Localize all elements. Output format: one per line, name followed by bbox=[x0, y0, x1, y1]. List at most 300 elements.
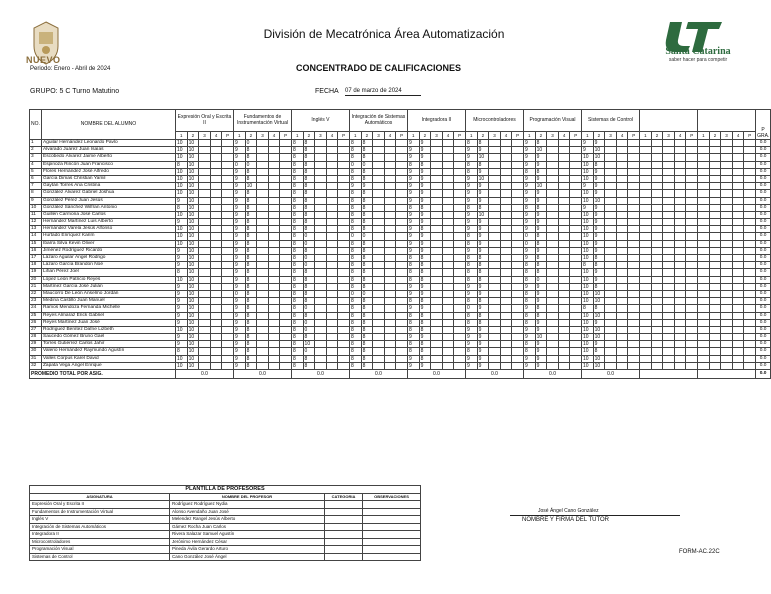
grade-cell: 9 bbox=[524, 334, 536, 341]
grade-cell bbox=[326, 326, 338, 333]
observaciones-cell bbox=[363, 523, 421, 531]
grade-cell bbox=[489, 341, 501, 348]
grade-cell: 9 bbox=[524, 326, 536, 333]
grade-cell: 10 bbox=[187, 355, 199, 362]
grade-cell: 10 bbox=[582, 240, 594, 247]
grade-cell: 8 bbox=[524, 262, 536, 269]
student-average: 0.0 bbox=[756, 312, 771, 319]
grade-cell: 8 bbox=[291, 226, 303, 233]
grade-cell bbox=[280, 161, 292, 168]
col-profesor: NOMBRE DEL PROFESOR bbox=[170, 493, 325, 501]
grade-cell bbox=[268, 319, 280, 326]
grade-cell: 8 bbox=[477, 255, 489, 262]
grade-cell bbox=[315, 140, 327, 147]
grade-cell bbox=[744, 312, 756, 319]
partial-header: 3 bbox=[199, 132, 211, 140]
grade-cell: 9 bbox=[465, 341, 477, 348]
grade-cell: 10 bbox=[176, 140, 188, 147]
partial-header: 1 bbox=[698, 132, 710, 140]
partial-header: 2 bbox=[477, 132, 489, 140]
grade-cell: 9 bbox=[477, 226, 489, 233]
grade-cell: 10 bbox=[187, 276, 199, 283]
grade-cell bbox=[663, 240, 675, 247]
grade-cell bbox=[709, 269, 721, 276]
grade-cell: 8 bbox=[477, 298, 489, 305]
grade-cell bbox=[199, 175, 211, 182]
grade-cell bbox=[373, 283, 385, 290]
grade-cell: 9 bbox=[176, 305, 188, 312]
grade-cell bbox=[570, 326, 582, 333]
student-number: 11 bbox=[30, 211, 42, 218]
grade-cell bbox=[199, 226, 211, 233]
grade-cell bbox=[732, 175, 744, 182]
grade-cell: 9 bbox=[465, 154, 477, 161]
grade-cell bbox=[222, 341, 234, 348]
grade-cell bbox=[210, 276, 222, 283]
grade-cell: 8 bbox=[477, 269, 489, 276]
grade-cell: 10 bbox=[176, 154, 188, 161]
grade-cell: 8 bbox=[349, 305, 361, 312]
categoria-cell bbox=[325, 553, 363, 561]
grade-cell: 8 bbox=[245, 283, 257, 290]
grade-cell: 10 bbox=[176, 326, 188, 333]
grade-cell bbox=[674, 298, 686, 305]
grade-cell bbox=[280, 341, 292, 348]
grade-cell bbox=[744, 348, 756, 355]
grade-cell bbox=[222, 226, 234, 233]
grade-cell: 8 bbox=[535, 140, 547, 147]
grade-cell bbox=[640, 161, 652, 168]
grade-cell: 8 bbox=[361, 219, 373, 226]
grade-cell bbox=[442, 197, 454, 204]
grade-cell bbox=[605, 233, 617, 240]
grade-cell: 10 bbox=[187, 226, 199, 233]
grade-cell bbox=[384, 175, 396, 182]
grade-cell bbox=[512, 341, 524, 348]
grade-cell bbox=[512, 255, 524, 262]
grade-cell bbox=[384, 355, 396, 362]
grade-cell bbox=[268, 154, 280, 161]
grade-cell: 8 bbox=[291, 219, 303, 226]
grade-cell bbox=[744, 147, 756, 154]
student-name: García Dimas Christian Yamil bbox=[42, 175, 176, 182]
grade-cell bbox=[570, 197, 582, 204]
grade-cell bbox=[628, 269, 640, 276]
partial-header: 1 bbox=[524, 132, 536, 140]
grade-cell bbox=[442, 233, 454, 240]
student-number: 8 bbox=[30, 190, 42, 197]
subject-average: 0.0 bbox=[233, 370, 291, 379]
grade-cell: 0 bbox=[303, 262, 315, 269]
grade-cell bbox=[489, 319, 501, 326]
grade-cell bbox=[210, 183, 222, 190]
grade-cell bbox=[257, 326, 269, 333]
grade-cell: 10 bbox=[176, 168, 188, 175]
grade-cell bbox=[384, 362, 396, 369]
grade-cell bbox=[744, 219, 756, 226]
grade-cell bbox=[222, 247, 234, 254]
student-name: Medina Castillo Juan Manuel bbox=[42, 298, 176, 305]
total-average: 0.0 bbox=[756, 370, 771, 379]
subject-name: Fundamentos de Instrumentación Virtual bbox=[30, 508, 170, 516]
student-row bbox=[30, 175, 771, 182]
grade-cell bbox=[315, 247, 327, 254]
student-name: Gaytán Torres Ana Cristina bbox=[42, 183, 176, 190]
grade-cell bbox=[257, 226, 269, 233]
grade-cell bbox=[744, 319, 756, 326]
grade-cell bbox=[547, 161, 559, 168]
grade-cell: 9 bbox=[524, 226, 536, 233]
partial-header: 2 bbox=[245, 132, 257, 140]
grade-cell: 9 bbox=[419, 190, 431, 197]
grade-cell: 8 bbox=[176, 269, 188, 276]
grade-cell bbox=[698, 298, 710, 305]
student-number: 16 bbox=[30, 247, 42, 254]
grade-cell: 8 bbox=[349, 341, 361, 348]
grade-cell: 9 bbox=[419, 140, 431, 147]
grade-cell bbox=[663, 341, 675, 348]
grade-cell: 0 bbox=[233, 161, 245, 168]
grade-cell: 8 bbox=[465, 140, 477, 147]
subject-header: Integración de Sistemas Automáticos bbox=[349, 110, 407, 132]
grade-cell: 9 bbox=[524, 154, 536, 161]
grade-cell: 9 bbox=[582, 147, 594, 154]
grade-cell: 8 bbox=[303, 219, 315, 226]
grade-cell bbox=[558, 305, 570, 312]
grade-cell: 9 bbox=[233, 175, 245, 182]
grade-cell bbox=[616, 247, 628, 254]
grade-cell bbox=[732, 240, 744, 247]
grade-cell bbox=[663, 312, 675, 319]
grade-cell: 9 bbox=[524, 183, 536, 190]
grade-cell bbox=[315, 305, 327, 312]
grade-cell: 9 bbox=[593, 168, 605, 175]
grade-cell: 8 bbox=[407, 204, 419, 211]
grade-cell bbox=[373, 168, 385, 175]
grade-cell bbox=[431, 283, 443, 290]
grade-cell: 8 bbox=[419, 312, 431, 319]
partial-header: 3 bbox=[547, 132, 559, 140]
grades-table bbox=[29, 109, 771, 379]
grade-cell: 9 bbox=[407, 226, 419, 233]
grade-cell: 10 bbox=[582, 154, 594, 161]
subject-average: 0.0 bbox=[524, 370, 582, 379]
grade-cell bbox=[338, 283, 350, 290]
student-number: 12 bbox=[30, 219, 42, 226]
grade-cell bbox=[384, 283, 396, 290]
grade-cell bbox=[674, 276, 686, 283]
grade-cell bbox=[280, 305, 292, 312]
grade-cell: 8 bbox=[465, 240, 477, 247]
grade-cell: 8 bbox=[349, 190, 361, 197]
grade-cell: 8 bbox=[524, 290, 536, 297]
grade-cell bbox=[326, 247, 338, 254]
grade-cell bbox=[640, 233, 652, 240]
grade-cell bbox=[640, 204, 652, 211]
grade-cell: 9 bbox=[524, 255, 536, 262]
grade-cell: 9 bbox=[477, 326, 489, 333]
grade-cell bbox=[663, 247, 675, 254]
student-average: 0.0 bbox=[756, 255, 771, 262]
grade-cell bbox=[628, 197, 640, 204]
student-name: Ramos Mendoza Fernanda Michelle bbox=[42, 305, 176, 312]
grade-cell bbox=[257, 341, 269, 348]
grade-cell bbox=[663, 168, 675, 175]
grade-cell: 0 bbox=[303, 240, 315, 247]
grade-cell: 8 bbox=[465, 262, 477, 269]
grade-cell bbox=[500, 334, 512, 341]
student-average: 0.0 bbox=[756, 226, 771, 233]
grade-cell: 10 bbox=[187, 348, 199, 355]
grade-cell bbox=[315, 161, 327, 168]
grade-cell: 9 bbox=[233, 204, 245, 211]
grade-cell bbox=[268, 312, 280, 319]
grade-cell: 8 bbox=[465, 233, 477, 240]
grade-cell bbox=[628, 334, 640, 341]
grade-cell bbox=[326, 319, 338, 326]
grade-cell: 8 bbox=[245, 319, 257, 326]
grade-cell bbox=[257, 319, 269, 326]
grade-cell bbox=[431, 276, 443, 283]
grade-cell bbox=[686, 262, 698, 269]
col-name-header: NOMBRE DEL ALUMNO bbox=[42, 110, 176, 140]
grade-cell bbox=[547, 362, 559, 369]
grade-cell bbox=[686, 348, 698, 355]
grade-cell bbox=[257, 147, 269, 154]
grade-cell: 10 bbox=[187, 362, 199, 369]
grade-cell bbox=[199, 140, 211, 147]
grade-cell bbox=[396, 204, 408, 211]
grade-cell bbox=[628, 154, 640, 161]
student-row bbox=[30, 154, 771, 161]
grade-cell: 9 bbox=[407, 211, 419, 218]
grade-cell bbox=[674, 334, 686, 341]
grade-cell: 8 bbox=[582, 262, 594, 269]
grade-cell bbox=[686, 355, 698, 362]
grade-cell bbox=[698, 269, 710, 276]
grade-cell bbox=[210, 197, 222, 204]
grade-cell bbox=[616, 362, 628, 369]
grade-cell: 8 bbox=[477, 262, 489, 269]
periodo: Periodo: Enero - Abril de 2024 bbox=[30, 66, 111, 72]
grade-cell bbox=[709, 161, 721, 168]
grade-cell: 9 bbox=[593, 226, 605, 233]
student-row bbox=[30, 255, 771, 262]
student-number: 22 bbox=[30, 290, 42, 297]
grade-cell bbox=[744, 197, 756, 204]
grade-cell: 9 bbox=[465, 219, 477, 226]
grade-cell: 10 bbox=[187, 219, 199, 226]
grade-cell: 9 bbox=[465, 147, 477, 154]
grade-cell: 9 bbox=[593, 276, 605, 283]
grade-cell bbox=[396, 147, 408, 154]
grade-cell bbox=[709, 226, 721, 233]
subject-name: Integración de Sistemas Automáticos bbox=[30, 523, 170, 531]
grade-cell bbox=[547, 168, 559, 175]
grade-cell bbox=[489, 283, 501, 290]
grade-cell bbox=[210, 147, 222, 154]
student-row bbox=[30, 240, 771, 247]
student-name: Torres Gutiérrez Carlos Jahir bbox=[42, 341, 176, 348]
grade-cell bbox=[616, 175, 628, 182]
grade-cell bbox=[640, 154, 652, 161]
grade-cell bbox=[616, 312, 628, 319]
grade-cell: 8 bbox=[245, 154, 257, 161]
grade-cell: 9 bbox=[407, 154, 419, 161]
grade-cell: 8 bbox=[291, 140, 303, 147]
student-row bbox=[30, 290, 771, 297]
student-number: 1 bbox=[30, 140, 42, 147]
grade-cell bbox=[558, 362, 570, 369]
grade-cell bbox=[663, 290, 675, 297]
grade-cell: 9 bbox=[419, 240, 431, 247]
grade-cell bbox=[674, 140, 686, 147]
grade-cell bbox=[570, 183, 582, 190]
grade-cell: 9 bbox=[419, 305, 431, 312]
grade-cell bbox=[315, 269, 327, 276]
grade-cell: 10 bbox=[582, 312, 594, 319]
grade-cell bbox=[199, 348, 211, 355]
grade-cell: 8 bbox=[535, 312, 547, 319]
grade-cell: 8 bbox=[361, 226, 373, 233]
grade-cell bbox=[199, 326, 211, 333]
grade-cell bbox=[222, 334, 234, 341]
grade-cell bbox=[257, 219, 269, 226]
grade-cell bbox=[605, 240, 617, 247]
grade-cell bbox=[454, 161, 466, 168]
grade-cell bbox=[547, 334, 559, 341]
grade-cell bbox=[315, 168, 327, 175]
grade-cell: 10 bbox=[187, 211, 199, 218]
grade-cell bbox=[500, 140, 512, 147]
grade-cell: 9 bbox=[465, 247, 477, 254]
grade-cell bbox=[628, 283, 640, 290]
grade-cell bbox=[280, 290, 292, 297]
grade-cell: 8 bbox=[361, 262, 373, 269]
grade-cell bbox=[686, 247, 698, 254]
grade-cell bbox=[257, 255, 269, 262]
grade-cell bbox=[698, 190, 710, 197]
grade-cell: 8 bbox=[291, 247, 303, 254]
grade-cell bbox=[732, 334, 744, 341]
grade-cell bbox=[222, 197, 234, 204]
grade-cell bbox=[280, 183, 292, 190]
grade-cell bbox=[698, 341, 710, 348]
grade-cell: 9 bbox=[419, 147, 431, 154]
grade-cell bbox=[616, 197, 628, 204]
grade-cell bbox=[454, 348, 466, 355]
grade-cell bbox=[686, 326, 698, 333]
student-number: 21 bbox=[30, 283, 42, 290]
student-number: 13 bbox=[30, 226, 42, 233]
grade-cell: 9 bbox=[176, 334, 188, 341]
grade-cell bbox=[651, 334, 663, 341]
grade-cell: 8 bbox=[245, 211, 257, 218]
grade-cell: 10 bbox=[187, 183, 199, 190]
grade-cell bbox=[338, 305, 350, 312]
grade-cell bbox=[431, 197, 443, 204]
grade-cell bbox=[709, 204, 721, 211]
grade-cell bbox=[326, 175, 338, 182]
grade-cell bbox=[257, 348, 269, 355]
grade-cell bbox=[268, 362, 280, 369]
grade-cell bbox=[210, 175, 222, 182]
grade-cell bbox=[663, 154, 675, 161]
grade-cell: 9 bbox=[535, 355, 547, 362]
grade-cell: 8 bbox=[291, 262, 303, 269]
grade-cell bbox=[268, 276, 280, 283]
student-number: 10 bbox=[30, 204, 42, 211]
grade-cell bbox=[640, 255, 652, 262]
grade-cell bbox=[663, 283, 675, 290]
grade-cell: 9 bbox=[419, 197, 431, 204]
grade-cell bbox=[280, 147, 292, 154]
grade-cell bbox=[489, 262, 501, 269]
student-name: Ibarra Silva Kevin Oliver bbox=[42, 240, 176, 247]
partial-header: 2 bbox=[535, 132, 547, 140]
grade-cell bbox=[338, 269, 350, 276]
grade-cell bbox=[640, 247, 652, 254]
grade-cell bbox=[373, 226, 385, 233]
student-row bbox=[30, 183, 771, 190]
fecha-label: FECHA bbox=[315, 88, 339, 95]
grade-cell: 9 bbox=[524, 211, 536, 218]
grade-cell bbox=[732, 312, 744, 319]
grade-cell bbox=[558, 204, 570, 211]
grade-cell: 9 bbox=[477, 183, 489, 190]
grade-cell bbox=[686, 276, 698, 283]
grade-cell bbox=[326, 211, 338, 218]
grade-cell bbox=[570, 161, 582, 168]
grade-cell bbox=[628, 226, 640, 233]
grade-cell: 8 bbox=[291, 312, 303, 319]
grade-cell: 9 bbox=[407, 140, 419, 147]
grade-cell bbox=[268, 247, 280, 254]
grade-cell bbox=[616, 211, 628, 218]
student-name: Saucedo Gómez Bruno Gael bbox=[42, 334, 176, 341]
grade-cell bbox=[616, 269, 628, 276]
grade-cell bbox=[744, 276, 756, 283]
grade-cell bbox=[732, 262, 744, 269]
grade-cell bbox=[199, 168, 211, 175]
grade-cell: 8 bbox=[419, 319, 431, 326]
grade-cell bbox=[396, 211, 408, 218]
grade-cell bbox=[500, 204, 512, 211]
grade-cell bbox=[442, 240, 454, 247]
grade-cell bbox=[570, 305, 582, 312]
grade-cell: 8 bbox=[245, 362, 257, 369]
grade-cell bbox=[268, 197, 280, 204]
grade-cell: 9 bbox=[176, 255, 188, 262]
grade-cell bbox=[222, 204, 234, 211]
grade-cell bbox=[326, 233, 338, 240]
grade-cell bbox=[373, 247, 385, 254]
student-name: Rodríguez Benítez Dafne Lizbeth bbox=[42, 326, 176, 333]
grade-cell: 0 bbox=[303, 326, 315, 333]
subject-name: Microcontroladores bbox=[30, 538, 170, 546]
grade-cell: 8 bbox=[349, 334, 361, 341]
student-name: Lihan Pérez Joel bbox=[42, 269, 176, 276]
grade-cell bbox=[338, 362, 350, 369]
grade-cell: 8 bbox=[303, 362, 315, 369]
grade-cell bbox=[628, 190, 640, 197]
grade-cell: 8 bbox=[535, 204, 547, 211]
grade-cell bbox=[570, 140, 582, 147]
grade-cell bbox=[744, 247, 756, 254]
grade-cell: 9 bbox=[593, 240, 605, 247]
grade-cell bbox=[744, 204, 756, 211]
partial-header: 3 bbox=[431, 132, 443, 140]
